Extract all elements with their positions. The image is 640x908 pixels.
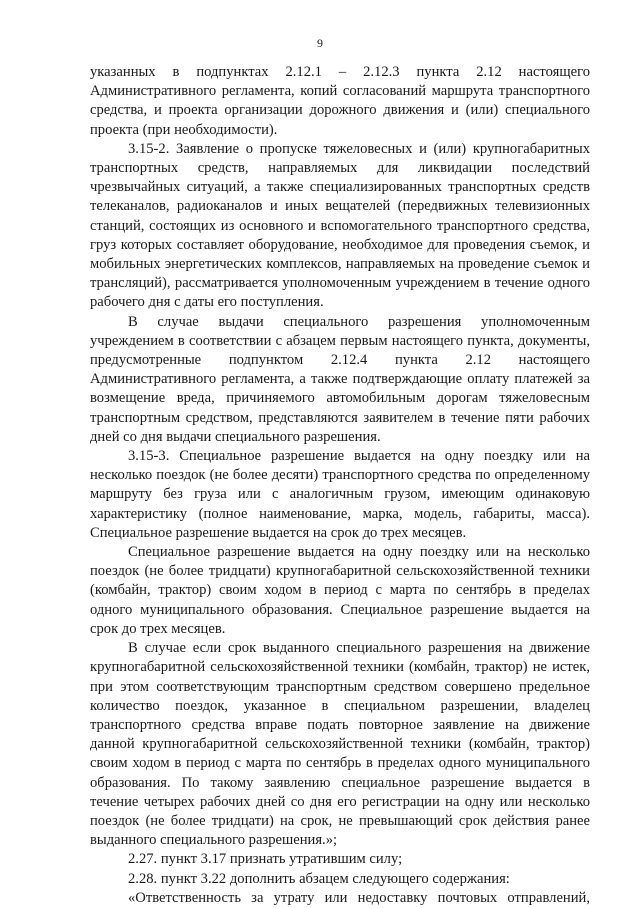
paragraph: 2.28. пункт 3.22 дополнить абзацем следующего содержания: xyxy=(128,870,510,887)
paragraph: 3.15-2. Заявление о пропуске тяжеловесных и (или) крупногабаритных транспортных средств, направляемых для ликвидации последствий чрезвычайных ситуаций, а также специализированных транспортных средств телеканалов, радиоканалов и иных вещателей (передвижных телевизионных станций, состоящих из основного и вспомогательного транспортного средства, груз которых составляет оборудование, необходимое для проведения съемок, и мобильных энергетических комплексов, направляемых на проведение съемок и трансляций), рассматривается уполномоченным учреждением в течение одного рабочего дня с даты его поступления. xyxy=(90,140,590,311)
paragraph: 3.15-3. Специальное разрешение выдается на одну поездку или на несколько поездок (не более десяти) транспортного средства по определенному маршруту без груза или с аналогичным грузом, имеющим одинаковую характеристику (полное наименование, марка, модель, габариты, масса). Специальное разрешение выдается на срок до трех месяцев. xyxy=(90,448,590,541)
paragraph: В случае выдачи специального разрешения уполномоченным учреждением в соответствии с абзацем первым настоящего пункта, документы, предусмотренные подпунктом 2.12.4 пункта 2.12 настоящего Административного регламента, а также подтверждающие оплату платежей за возмещение вреда, причиняемого автомобильным дорогам тяжеловесным транспортным средством, представляются заявителем в течение пяти рабочих дней со дня выдачи специального разрешения. xyxy=(90,313,590,445)
paragraph: Специальное разрешение выдается на одну поездку или на несколько поездок (не более тридцати) крупногабаритной сельскохозяйственной техники (комбайн, трактор) своим ходом в период с марта по сентябрь в пределах одного муниципального образования. Специальное разрешение выдается на срок до трех месяцев. xyxy=(90,544,590,637)
paragraph: «Ответственность за утрату или недоставку почтовых отправлений, xyxy=(128,889,590,906)
paragraph: В случае если срок выданного специального разрешения на движение крупногабаритной сельскохозяйственной техники (комбайн, трактор) не истек, при этом соответствующим транспортным средством совершено предельное количество поездок, указанное в специальном разрешении, владелец транспортного средства вправе подать повторное заявление на движение данной крупногабаритной сельскохозяйственной техники (комбайн, трактор) своим ходом в период с марта по сентябрь в пределах одного муниципального образования. По такому заявлению специальное разрешение выдается в течение четырех рабочих дней со дня его регистрации на одну или несколько поездок (не более тридцати) на срок, не превышающий срок действия ранее выданного специального разрешения.»; xyxy=(90,640,590,849)
document-body xyxy=(90,63,590,908)
page-number: 9 xyxy=(317,36,323,50)
paragraph: указанных в подпунктах 2.12.1 – 2.12.3 пункта 2.12 настоящего Административного регламента, копий согласований маршрута транспортного средства, и проекта организации дорожного движения и (или) специального проекта (при необходимости). xyxy=(90,64,590,138)
paragraph: 2.27. пункт 3.17 признать утратившим силу; xyxy=(128,851,403,868)
